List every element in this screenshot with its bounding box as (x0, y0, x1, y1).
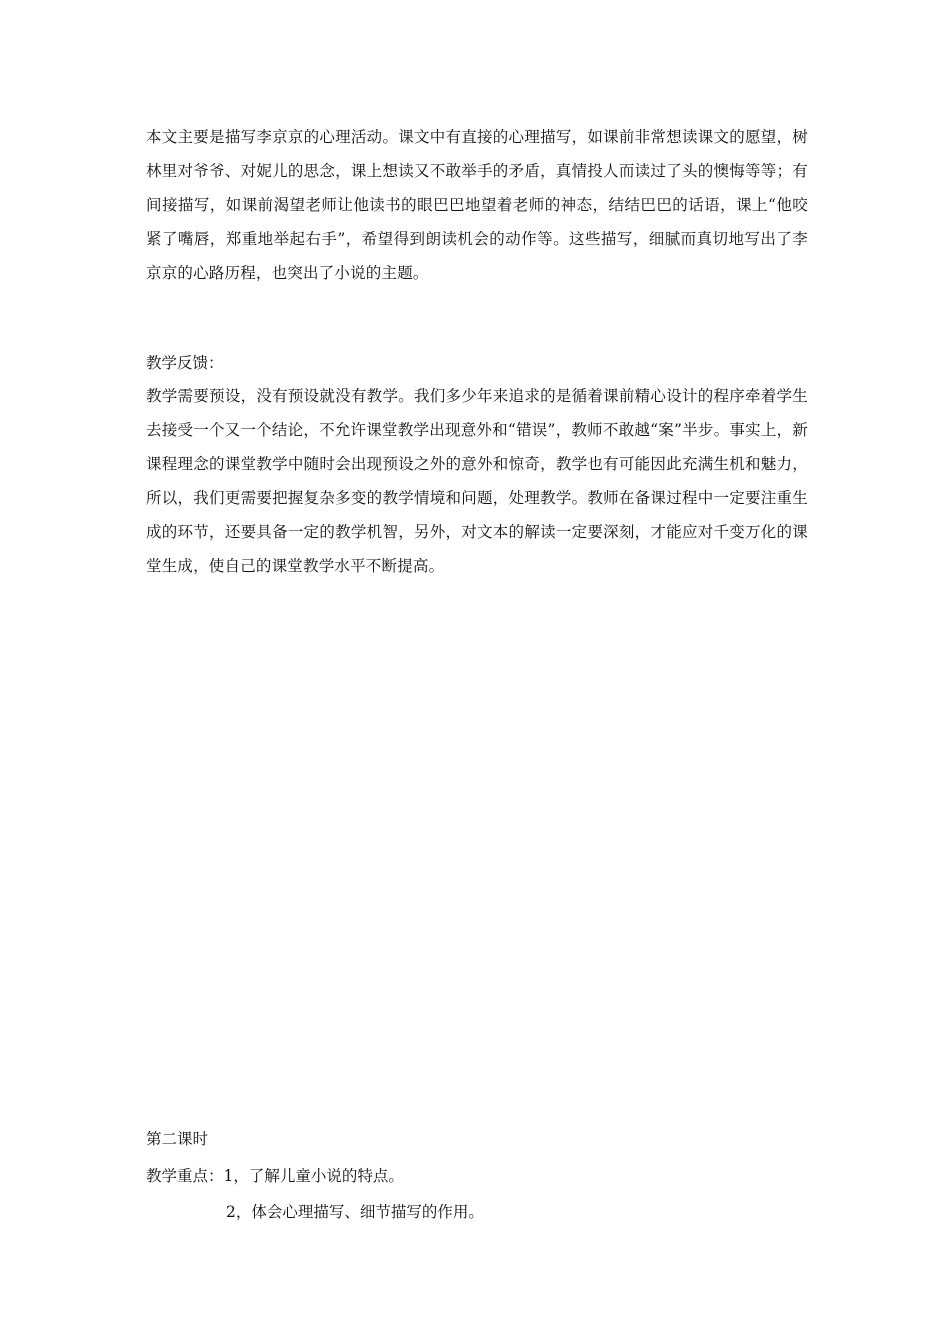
second-lesson-heading: 第二课时 (146, 1130, 209, 1148)
feedback-heading: 教学反馈： (146, 354, 224, 372)
teaching-focus-line-2: 2，体会心理描写、细节描写的作用。 (226, 1203, 484, 1221)
feedback-paragraph: 教学需要预设，没有预设就没有教学。我们多少年来追求的是循着课前精心设计的程序牵着学生去接受一个又一个结论，不允许课堂教学出现意外和“错误”，教师不敢越“案”半步。事实上，新课程理念的课堂教学中随时会出现预设之外的意外和惊奇，教学也有可能因此充满生机和魅力，所以，我们更需要把握复杂多变的教学情境和问题，处理教学。教师在备课过程中一定要注重生成的环节，还要具备一定的教学机智，另外，对文本的解读一定要深刻，才能应对千变万化的课堂生成，使自己的课堂教学水平不断提高。 (146, 387, 808, 575)
teaching-focus-line-1: 教学重点：1，了解儿童小说的特点。 (146, 1167, 404, 1185)
intro-paragraph: 本文主要是描写李京京的心理活动。课文中有直接的心理描写，如课前非常想读课文的愿望，树林里对爷爷、对妮儿的思念，课上想读又不敢举手的矛盾，真情投人而读过了头的懊悔等等；有间接描写，如课前渴望老师让他读书的眼巴巴地望着老师的神态，结结巴巴的话语，课上“他咬紧了嘴唇，郑重地举起右手”，希望得到朗读机会的动作等。这些描写，细腻而真切地写出了李京京的心路历程，也突出了小说的主题。 (146, 128, 808, 282)
